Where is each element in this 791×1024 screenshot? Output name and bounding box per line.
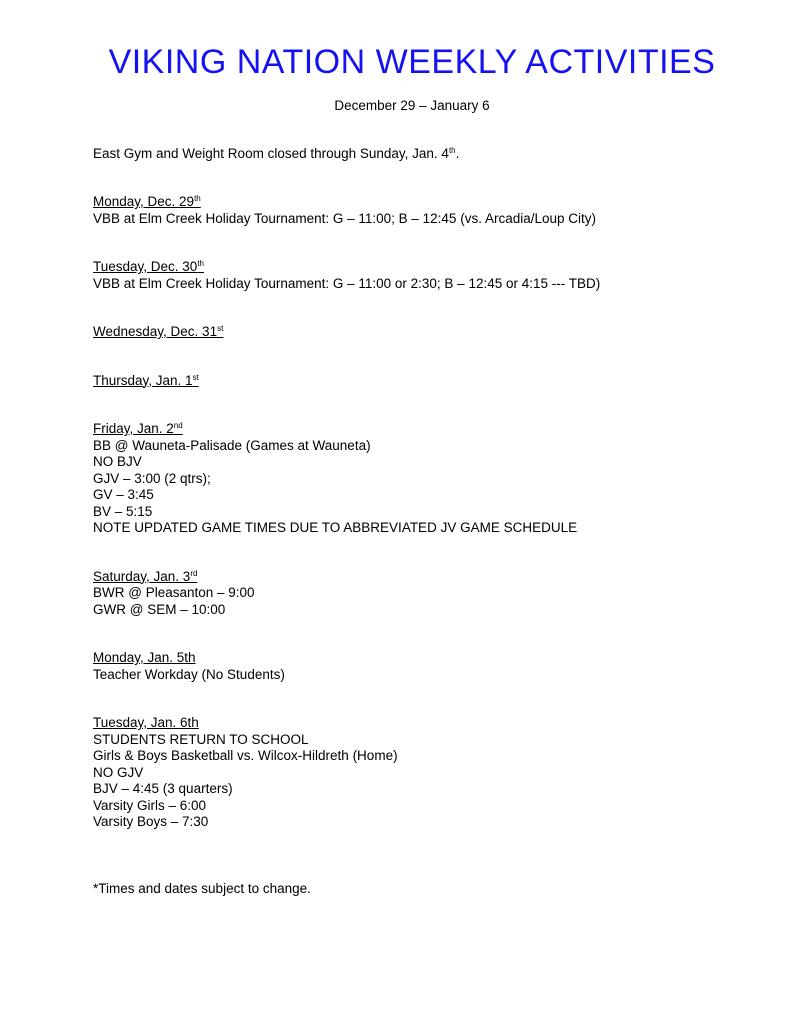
- section-heading-ordinal: th: [197, 259, 204, 268]
- section-line: BWR @ Pleasanton – 9:00: [93, 585, 255, 600]
- section-heading: Tuesday, Jan. 6th: [93, 715, 199, 730]
- section-line: BB @ Wauneta-Palisade (Games at Wauneta): [93, 437, 371, 453]
- schedule-section: [93, 373, 731, 390]
- section-line: STUDENTS RETURN TO SCHOOL: [93, 731, 309, 747]
- closure-notice-ordinal: th: [448, 145, 456, 155]
- section-line: BJV – 4:45 (3 quarters): [93, 781, 233, 796]
- section-heading-ordinal: nd: [173, 421, 183, 430]
- section-line: GJV – 3:00 (2 qtrs);: [93, 470, 211, 486]
- schedule-section: [93, 194, 731, 227]
- section-line: VBB at Elm Creek Holiday Tournament: G – 11:00; B – 12:45 (vs. Arcadia/Loup City): [93, 210, 597, 226]
- section-line: Varsity Boys – 7:30: [93, 814, 209, 829]
- closure-notice-period: .: [455, 145, 460, 161]
- schedule-sections: [93, 194, 731, 831]
- closure-notice: [93, 146, 731, 163]
- section-heading: Friday, Jan. 2nd: [93, 421, 183, 436]
- section-line: VBB at Elm Creek Holiday Tournament: G – 11:00 or 2:30; B – 12:45 or 4:15 --- TBD): [93, 275, 601, 291]
- document-content: [0, 42, 791, 897]
- section-heading: Monday, Dec. 29th: [93, 194, 201, 209]
- schedule-section: [93, 324, 731, 341]
- schedule-section: [93, 650, 731, 683]
- section-heading: Monday, Jan. 5th: [93, 650, 196, 665]
- section-line: NO GJV: [93, 764, 144, 780]
- schedule-section: [93, 421, 731, 537]
- section-heading: Saturday, Jan. 3rd: [93, 568, 198, 584]
- footer-disclaimer: *Times and dates subject to change.: [93, 880, 311, 896]
- section-heading-ordinal: st: [217, 324, 224, 333]
- section-heading-ordinal: st: [192, 372, 199, 382]
- section-line: NO BJV: [93, 454, 142, 469]
- section-line: GV – 3:45: [93, 487, 154, 502]
- closure-notice-text: East Gym and Weight Room closed through Sunday, Jan. 4: [93, 145, 449, 161]
- schedule-section: [93, 569, 731, 619]
- date-range: December 29 – January 6: [334, 98, 490, 113]
- schedule-section: [93, 715, 731, 831]
- section-heading: Tuesday, Dec. 30th: [93, 259, 204, 274]
- section-line: GWR @ SEM – 10:00: [93, 601, 226, 617]
- section-line: Teacher Workday (No Students): [93, 666, 285, 682]
- page-title: VIKING NATION WEEKLY ACTIVITIES: [108, 43, 716, 81]
- section-heading: Wednesday, Dec. 31st: [93, 324, 224, 339]
- section-heading-ordinal: rd: [190, 568, 198, 578]
- section-heading-ordinal: th: [194, 194, 201, 203]
- section-line: BV – 5:15: [93, 503, 153, 519]
- section-line: Girls & Boys Basketball vs. Wilcox-Hildreth (Home): [93, 748, 398, 763]
- section-line: NOTE UPDATED GAME TIMES DUE TO ABBREVIATED JV GAME SCHEDULE: [93, 520, 578, 535]
- section-heading: Thursday, Jan. 1st: [93, 372, 199, 388]
- schedule-section: [93, 259, 731, 292]
- section-line: Varsity Girls – 6:00: [93, 797, 207, 813]
